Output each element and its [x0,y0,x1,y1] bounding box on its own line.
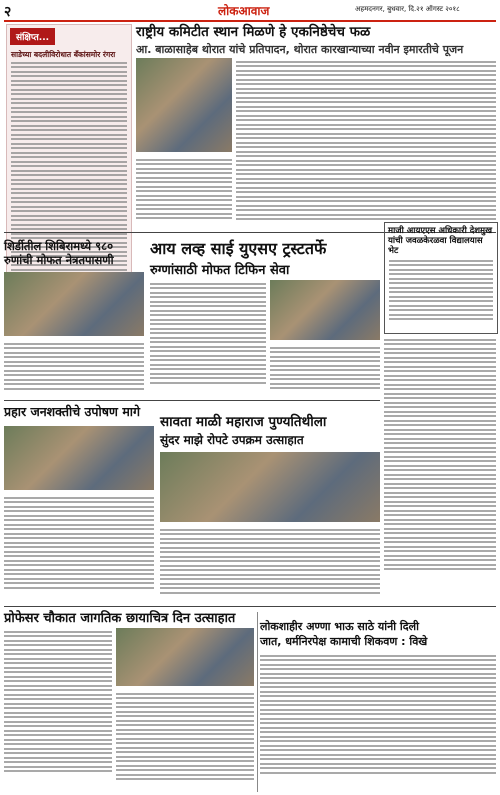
lead-headline: राष्ट्रीय कमिटीत स्थान मिळणे हे एकनिष्ठेचेच फळ [136,24,371,40]
newspaper-logo: लोकआवाज [218,4,270,18]
header-rule [4,20,496,22]
story2-body-text [4,340,144,396]
date-line: अहमदनगर, बुधवार, दि.२१ ऑगस्ट २०१८ [355,5,460,13]
story2-headline: शिर्डीतील शिबिरामध्ये ९८० रुणांची मोफत नेत्रतपासणी [4,239,114,267]
lead-photo [136,58,232,152]
story4-headline: प्रहार जनशक्तीचे उपोषण मागे [4,404,141,419]
lead-body-text-2 [136,156,232,226]
box-body-text [389,260,493,321]
box-headline: माजी आयएएस अधिकारी देशमुख यांची जवळकेरळवा विद्यालयास भेट [388,226,493,257]
story6-headline: प्रोफेसर चौकात जागतिक छायाचित्र दिन उत्साहात [4,611,236,626]
lead-body-text [236,58,496,226]
column-divider [257,612,258,792]
story2-photo [4,272,144,336]
story6-body-text-2 [116,690,254,792]
sidebar-story-box [384,222,498,334]
page-number: २ [4,4,12,20]
story5-body-text [160,526,380,604]
story4-photo [4,426,154,490]
brief-badge: संक्षिप्त... [10,28,55,45]
story3-body-text-2 [270,344,380,398]
story3-headline: आय लव्ह साई युएसए ट्रस्टतर्फे [150,239,327,258]
story4-body-text [4,494,154,604]
section-rule-2 [4,400,380,401]
story3-subhead: रुग्णांसाठी मोफत टिफिन सेवा [150,263,290,278]
story7-body-text [260,652,496,792]
story3-body-text [150,280,266,398]
story3-photo [270,280,380,340]
lead-subhead: आ. बाळासाहेब थोरात यांचे प्रतिपादन, थोरात कारखान्याच्या नवीन इमारतीचे पूजन [136,43,464,56]
story5-headline: सावता माळी महाराज पुण्यतिथीला [160,414,327,430]
story7-subhead: जात, धर्मनिरपेक्ष कामाची शिकवण : विखे [260,635,428,648]
story5-subhead: सुंदर माझे रोपटे उपक्रम उत्साहात [160,433,304,447]
story6-photo [116,628,254,686]
right-column-text [384,336,496,606]
brief-headline: साडेच्या बदलीविरोधात बँकांसमोर रंगरा [11,50,116,59]
section-rule-3 [4,606,496,607]
story5-photo [160,452,380,522]
story6-body-text [4,628,112,792]
story7-headline: लोकशाहीर अण्णा भाऊ साठे यांनी दिली [260,620,419,633]
